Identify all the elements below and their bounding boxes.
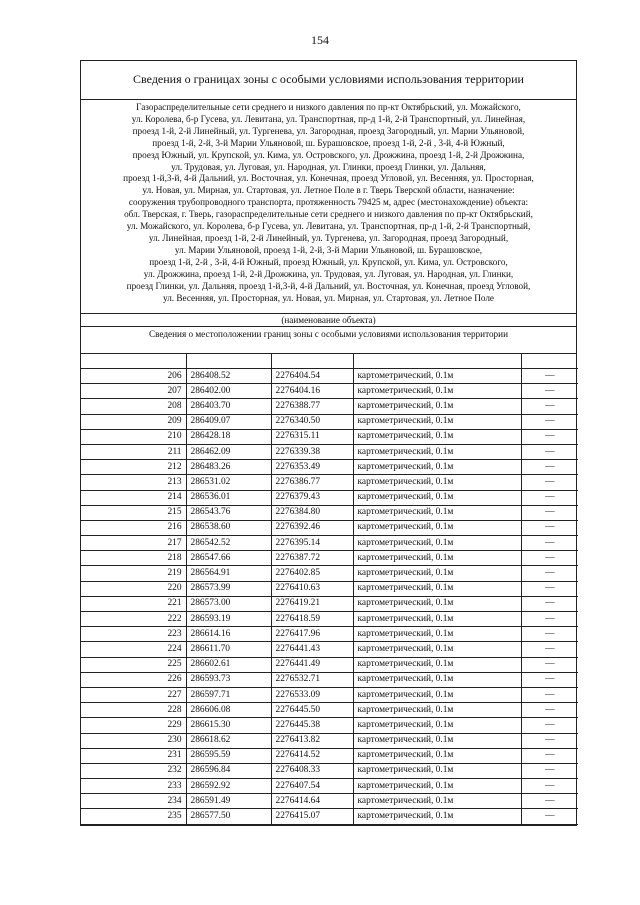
- y-coordinate-cell: 2276386.77: [271, 475, 353, 490]
- determination-method-cell: картометрический, 0.1м: [353, 551, 521, 566]
- y-coordinate-cell: 2276353.49: [271, 460, 353, 475]
- error-value-cell: —: [521, 384, 578, 399]
- determination-method-cell: картометрический, 0.1м: [353, 444, 521, 459]
- y-coordinate-cell: 2276395.14: [271, 536, 353, 551]
- table-row: [81, 520, 578, 535]
- determination-method-cell: картометрический, 0.1м: [353, 642, 521, 657]
- x-coordinate-cell: 286591.49: [186, 794, 271, 809]
- determination-method-cell: картометрический, 0.1м: [353, 657, 521, 672]
- x-coordinate-cell: 286615.30: [186, 718, 271, 733]
- description-line: ул. Дрожжина, проезд 1-й, 2-й Дрожжина, ул. Трудовая, ул. Луговая, ул. Народная, ул. Глинки,: [143, 268, 514, 279]
- point-number-cell: 234: [81, 794, 186, 809]
- table-row: [81, 794, 578, 809]
- determination-method-cell: картометрический, 0.1м: [353, 505, 521, 520]
- error-value-cell: —: [521, 687, 578, 702]
- determination-method-cell: картометрический, 0.1м: [353, 536, 521, 551]
- point-number-cell: 233: [81, 779, 186, 794]
- x-coordinate-cell: 286531.02: [186, 475, 271, 490]
- determination-method-cell: картометрический, 0.1м: [353, 733, 521, 748]
- point-number-cell: 220: [81, 581, 186, 596]
- x-coordinate-cell: 286593.73: [186, 672, 271, 687]
- x-coordinate-cell: 286543.76: [186, 505, 271, 520]
- description-line: обл. Тверская, г. Тверь, газораспределительные сети среднего и низкого давления по пр-кт Октябрьский,: [124, 209, 533, 220]
- error-value-cell: —: [521, 369, 578, 384]
- point-number-cell: 222: [81, 612, 186, 627]
- y-coordinate-cell: 2276315.11: [271, 429, 353, 444]
- point-number-cell: 235: [81, 809, 186, 824]
- error-value-cell: —: [521, 581, 578, 596]
- page-number: 154: [311, 33, 329, 47]
- x-coordinate-cell: 286542.52: [186, 536, 271, 551]
- point-number-cell: 216: [81, 520, 186, 535]
- error-value-cell: —: [521, 657, 578, 672]
- error-value-cell: —: [521, 642, 578, 657]
- point-number-cell: 232: [81, 763, 186, 778]
- description-line: проезд 1-й, 2-й , 3-й, 4-й Южный, проезд Южный, ул. Крупской, ул. Кима, ул. Островского,: [149, 256, 508, 267]
- point-number-cell: 221: [81, 596, 186, 611]
- y-coordinate-cell: 2276533.09: [271, 687, 353, 702]
- y-coordinate-cell: 2276445.50: [271, 703, 353, 718]
- table-row: [81, 551, 578, 566]
- table-row: [81, 369, 578, 384]
- determination-method-cell: картометрический, 0.1м: [353, 612, 521, 627]
- description-line: проезд Южный, ул. Крупской, ул. Кима, ул. Островского, ул. Дрожжина, проезд 1-й, 2-й Дрожжина,: [132, 149, 525, 160]
- x-coordinate-cell: 286593.19: [186, 612, 271, 627]
- x-coordinate-cell: 286573.99: [186, 581, 271, 596]
- determination-method-cell: картометрический, 0.1м: [353, 384, 521, 399]
- point-number-cell: 218: [81, 551, 186, 566]
- point-number-cell: 209: [81, 414, 186, 429]
- description-line: Газораспределительные сети среднего и низкого давления по пр-кт Октябрьский, ул. Можайского,: [136, 102, 521, 112]
- x-coordinate-cell: 286618.62: [186, 733, 271, 748]
- description-line: ул. Весенняя, ул. Просторная, ул. Новая, ул. Мирная, ул. Стартовая, ул. Летное Поле: [163, 292, 494, 303]
- error-value-cell: —: [521, 520, 578, 535]
- point-number-cell: 215: [81, 505, 186, 520]
- description-line: ул. Линейная, проезд 1-й, 2-й Линейный, ул. Тургенева, ул. Загородная, проезд Загородный,: [148, 232, 509, 243]
- determination-method-cell: картометрический, 0.1м: [353, 779, 521, 794]
- table-row: [81, 414, 578, 429]
- y-coordinate-cell: 2276339.38: [271, 444, 353, 459]
- error-value-cell: —: [521, 490, 578, 505]
- x-coordinate-cell: 286538.60: [186, 520, 271, 535]
- description-line: проезд 1-й, 2-й, 3-й Марии Ульяновой, ш. Бурашовское, проезд 1-й, 2-й , 3-й, 4-й Южный,: [152, 137, 505, 148]
- determination-method-cell: картометрический, 0.1м: [353, 718, 521, 733]
- determination-method-cell: картометрический, 0.1м: [353, 369, 521, 384]
- y-coordinate-cell: 2276419.21: [271, 596, 353, 611]
- table-row: [81, 748, 578, 763]
- table-row: [81, 718, 578, 733]
- error-value-cell: —: [521, 551, 578, 566]
- y-coordinate-cell: 2276384.80: [271, 505, 353, 520]
- determination-method-cell: картометрический, 0.1м: [353, 794, 521, 809]
- x-coordinate-cell: 286596.84: [186, 763, 271, 778]
- error-value-cell: —: [521, 429, 578, 444]
- table-row: [81, 779, 578, 794]
- x-coordinate-cell: 286592.92: [186, 779, 271, 794]
- x-coordinate-cell: 286462.09: [186, 444, 271, 459]
- determination-method-cell: картометрический, 0.1м: [353, 672, 521, 687]
- description-line: сооружения трубопроводного транспорта, протяженность 79425 м, адрес (местонахождение) объекта:: [128, 197, 529, 208]
- determination-method-cell: картометрический, 0.1м: [353, 399, 521, 414]
- zone-boundaries-section: [80, 60, 577, 826]
- determination-method-cell: картометрический, 0.1м: [353, 414, 521, 429]
- error-value-cell: —: [521, 733, 578, 748]
- determination-method-cell: картометрический, 0.1м: [353, 687, 521, 702]
- object-name-caption: (наименование объекта): [81, 314, 576, 327]
- determination-method-cell: картометрический, 0.1м: [353, 475, 521, 490]
- table-row: [81, 763, 578, 778]
- error-value-cell: —: [521, 612, 578, 627]
- determination-method-cell: картометрический, 0.1м: [353, 703, 521, 718]
- point-number-cell: 211: [81, 444, 186, 459]
- table-row: [81, 429, 578, 444]
- table-row: [81, 657, 578, 672]
- error-value-cell: —: [521, 505, 578, 520]
- object-description: [81, 100, 576, 314]
- y-coordinate-cell: 2276404.54: [271, 369, 353, 384]
- error-value-cell: —: [521, 536, 578, 551]
- error-value-cell: —: [521, 763, 578, 778]
- x-coordinate-cell: 286573.00: [186, 596, 271, 611]
- point-number-cell: 231: [81, 748, 186, 763]
- error-value-cell: —: [521, 672, 578, 687]
- y-coordinate-cell: 2276387.72: [271, 551, 353, 566]
- table-row: [81, 703, 578, 718]
- error-value-cell: —: [521, 627, 578, 642]
- error-value-cell: —: [521, 414, 578, 429]
- error-value-cell: —: [521, 779, 578, 794]
- y-coordinate-cell: 2276532.71: [271, 672, 353, 687]
- determination-method-cell: картометрический, 0.1м: [353, 581, 521, 596]
- point-number-cell: 208: [81, 399, 186, 414]
- table-row: [81, 384, 578, 399]
- x-coordinate-cell: 286611.70: [186, 642, 271, 657]
- point-number-cell: 206: [81, 369, 186, 384]
- point-number-cell: 217: [81, 536, 186, 551]
- table-row: [81, 505, 578, 520]
- table-row: [81, 809, 578, 824]
- table-header-row: [81, 354, 578, 369]
- determination-method-cell: картометрический, 0.1м: [353, 763, 521, 778]
- point-number-cell: 230: [81, 733, 186, 748]
- point-number-cell: 228: [81, 703, 186, 718]
- error-value-cell: —: [521, 460, 578, 475]
- description-line: ул. Новая, ул. Мирная, ул. Стартовая, ул. Летное Поле в г. Тверь Тверской области, назначение:: [142, 185, 515, 196]
- point-number-cell: 207: [81, 384, 186, 399]
- point-number-cell: 224: [81, 642, 186, 657]
- x-coordinate-cell: 286402.00: [186, 384, 271, 399]
- description-line: ул. Трудовая, ул. Луговая, ул. Народная, ул. Глинки, проезд Глинки, ул. Дальняя,: [171, 161, 486, 172]
- description-line: проезд Глинки, ул. Дальняя, проезд 1-й,3-й, 4-й Дальний, ул. Восточная, ул. Конечная, проезд Угловой,: [126, 280, 531, 291]
- error-value-cell: —: [521, 399, 578, 414]
- x-coordinate-cell: 286536.01: [186, 490, 271, 505]
- description-line: ул. Марии Ульяновой, проезд 1-й, 2-й, 3-й Марии Ульяновой, ш. Бурашовское,: [174, 244, 483, 255]
- table-row: [81, 627, 578, 642]
- determination-method-cell: картометрический, 0.1м: [353, 596, 521, 611]
- table-row: [81, 581, 578, 596]
- point-number-cell: 226: [81, 672, 186, 687]
- x-coordinate-cell: 286403.70: [186, 399, 271, 414]
- x-coordinate-cell: 286409.07: [186, 414, 271, 429]
- determination-method-cell: картометрический, 0.1м: [353, 490, 521, 505]
- y-coordinate-cell: 2276379.43: [271, 490, 353, 505]
- point-number-cell: 223: [81, 627, 186, 642]
- determination-method-cell: картометрический, 0.1м: [353, 809, 521, 824]
- table-row: [81, 642, 578, 657]
- error-value-cell: —: [521, 794, 578, 809]
- error-value-cell: —: [521, 703, 578, 718]
- error-value-cell: —: [521, 809, 578, 824]
- y-coordinate-cell: 2276413.82: [271, 733, 353, 748]
- x-coordinate-cell: 286564.91: [186, 566, 271, 581]
- point-number-cell: 213: [81, 475, 186, 490]
- table-row: [81, 475, 578, 490]
- x-coordinate-cell: 286547.66: [186, 551, 271, 566]
- point-number-cell: 210: [81, 429, 186, 444]
- x-coordinate-cell: 286408.52: [186, 369, 271, 384]
- determination-method-cell: картометрический, 0.1м: [353, 748, 521, 763]
- y-coordinate-cell: 2276388.77: [271, 399, 353, 414]
- y-coordinate-cell: 2276441.43: [271, 642, 353, 657]
- location-section-label: Сведения о местоположении границ зоны с особыми условиями использования территории: [81, 327, 576, 354]
- x-coordinate-cell: 286577.50: [186, 809, 271, 824]
- description-line: ул. Можайского, ул. Королева, б-р Гусева, ул. Левитана, ул. Транспортная, пр-д 1-й, 2-й Транспортный,: [126, 221, 531, 232]
- y-coordinate-cell: 2276417.96: [271, 627, 353, 642]
- y-coordinate-cell: 2276392.46: [271, 520, 353, 535]
- y-coordinate-cell: 2276415.07: [271, 809, 353, 824]
- determination-method-cell: картометрический, 0.1м: [353, 429, 521, 444]
- y-coordinate-cell: 2276408.33: [271, 763, 353, 778]
- table-row: [81, 444, 578, 459]
- x-coordinate-cell: 286602.61: [186, 657, 271, 672]
- x-coordinate-cell: 286428.18: [186, 429, 271, 444]
- x-coordinate-cell: 286606.08: [186, 703, 271, 718]
- y-coordinate-cell: 2276340.50: [271, 414, 353, 429]
- section-title: Сведения о границах зоны с особыми условиями использования территории: [81, 61, 576, 100]
- y-coordinate-cell: 2276410.63: [271, 581, 353, 596]
- y-coordinate-cell: 2276404.16: [271, 384, 353, 399]
- table-row: [81, 672, 578, 687]
- coordinates-table: [81, 354, 578, 825]
- x-coordinate-cell: 286597.71: [186, 687, 271, 702]
- table-row: [81, 687, 578, 702]
- table-row: [81, 399, 578, 414]
- point-number-cell: 212: [81, 460, 186, 475]
- determination-method-cell: картометрический, 0.1м: [353, 566, 521, 581]
- x-coordinate-cell: 286595.59: [186, 748, 271, 763]
- y-coordinate-cell: 2276414.52: [271, 748, 353, 763]
- point-number-cell: 227: [81, 687, 186, 702]
- y-coordinate-cell: 2276418.59: [271, 612, 353, 627]
- description-line: ул. Королева, б-р Гусева, ул. Левитана, ул. Транспортная, пр-д 1-й, 2-й Транспортный, ул. Линейная,: [131, 113, 526, 124]
- y-coordinate-cell: 2276407.54: [271, 779, 353, 794]
- table-row: [81, 596, 578, 611]
- y-coordinate-cell: 2276402.85: [271, 566, 353, 581]
- table-row: [81, 733, 578, 748]
- determination-method-cell: картометрический, 0.1м: [353, 520, 521, 535]
- y-coordinate-cell: 2276441.49: [271, 657, 353, 672]
- error-value-cell: —: [521, 748, 578, 763]
- point-number-cell: 229: [81, 718, 186, 733]
- y-coordinate-cell: 2276445.38: [271, 718, 353, 733]
- point-number-cell: 219: [81, 566, 186, 581]
- table-row: [81, 460, 578, 475]
- determination-method-cell: картометрический, 0.1м: [353, 460, 521, 475]
- error-value-cell: —: [521, 444, 578, 459]
- error-value-cell: —: [521, 566, 578, 581]
- table-row: [81, 490, 578, 505]
- y-coordinate-cell: 2276414.64: [271, 794, 353, 809]
- point-number-cell: 214: [81, 490, 186, 505]
- table-row: [81, 536, 578, 551]
- error-value-cell: —: [521, 596, 578, 611]
- description-line: проезд 1-й, 2-й Линейный, ул. Тургенева, ул. Загородная, проезд Загородный, ул. Марии Ульяновой,: [132, 125, 525, 136]
- table-row: [81, 566, 578, 581]
- determination-method-cell: картометрический, 0.1м: [353, 627, 521, 642]
- description-line: проезд 1-й,3-й, 4-й Дальний, ул. Восточная, ул. Конечная, проезд Угловой, ул. Весенняя, ул. Просторная,: [123, 173, 534, 184]
- x-coordinate-cell: 286614.16: [186, 627, 271, 642]
- error-value-cell: —: [521, 475, 578, 490]
- table-row: [81, 612, 578, 627]
- x-coordinate-cell: 286483.26: [186, 460, 271, 475]
- error-value-cell: —: [521, 718, 578, 733]
- point-number-cell: 225: [81, 657, 186, 672]
